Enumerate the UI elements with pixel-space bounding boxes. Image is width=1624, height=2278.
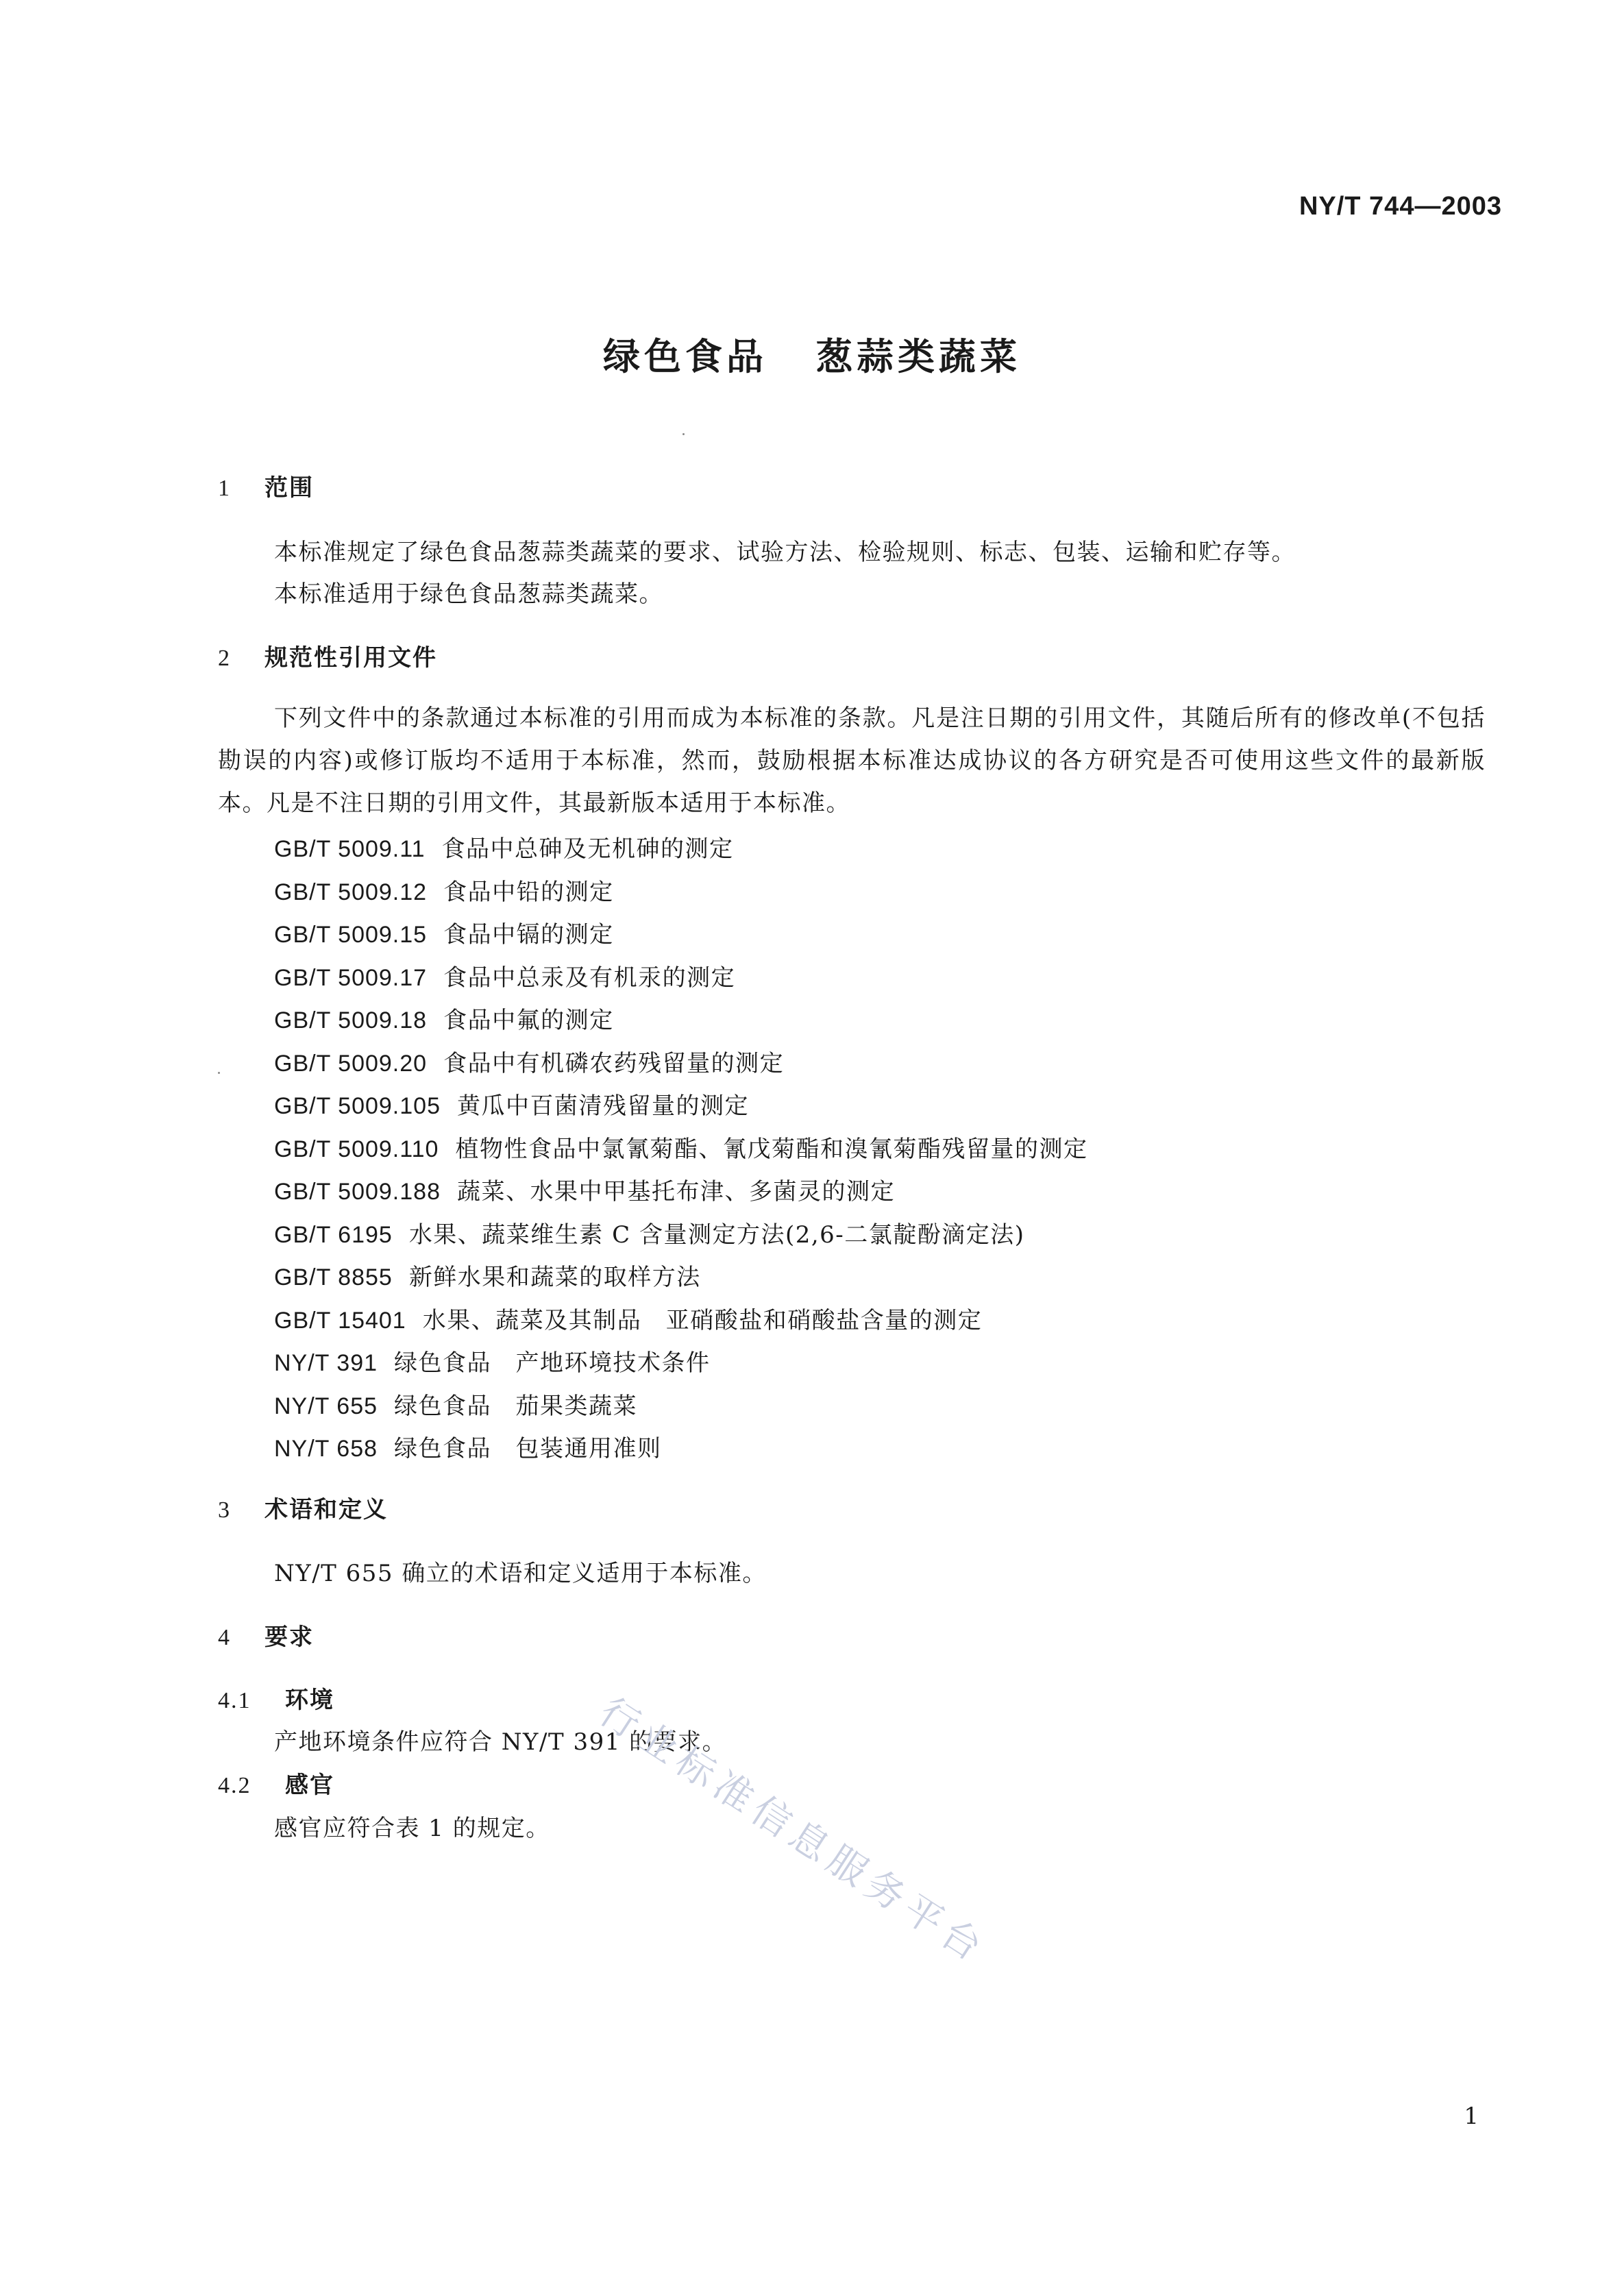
list-item	[274, 1042, 1087, 1086]
list-item	[274, 1256, 1087, 1299]
ref-code: GB/T 5009.110	[274, 1136, 439, 1162]
section-number: 3	[218, 1497, 231, 1523]
list-item	[274, 1385, 1087, 1428]
ref-name: 食品中铅的测定	[443, 878, 614, 906]
section-4-2-paragraph: 感官应符合表 1 的规定。	[274, 1815, 550, 1842]
section-3-heading	[218, 1491, 388, 1524]
document-title	[0, 328, 1624, 380]
list-item	[274, 1171, 1087, 1214]
list-item	[274, 1085, 1087, 1128]
title-part-1: 绿色食品	[603, 335, 767, 378]
ref-code: GB/T 8855	[274, 1264, 393, 1290]
ref-code: GB/T 6195	[274, 1221, 393, 1248]
section-1-paragraph-1: 本标准规定了绿色食品葱蒜类蔬菜的要求、试验方法、检验规则、标志、包装、运输和贮存等。	[274, 539, 1296, 566]
section-1-paragraph-2: 本标准适用于绿色食品葱蒜类蔬菜。	[274, 580, 663, 608]
ref-code: GB/T 5009.17	[274, 964, 428, 991]
section-title: 规范性引用文件	[264, 644, 437, 672]
ref-name: 食品中氟的测定	[443, 1007, 614, 1034]
scan-speck	[218, 1072, 220, 1074]
ref-name: 蔬菜、水果中甲基托布津、多菌灵的测定	[456, 1178, 895, 1205]
section-4-1-heading	[218, 1681, 334, 1715]
scan-speck	[682, 433, 685, 435]
list-item	[274, 828, 1087, 871]
ref-name: 食品中有机磷农药残留量的测定	[443, 1049, 785, 1077]
section-number: 4.1	[218, 1688, 251, 1713]
section-number: 4.2	[218, 1773, 251, 1798]
section-number: 1	[218, 476, 231, 501]
section-4-1-paragraph: 产地环境条件应符合 NY/T 391 的要求。	[274, 1728, 727, 1756]
ref-name: 绿色食品 包装通用准则	[394, 1435, 662, 1462]
ref-name: 食品中总砷及无机砷的测定	[441, 835, 734, 863]
ref-name: 黄瓜中百菌清残留量的测定	[456, 1092, 749, 1120]
ref-code: GB/T 5009.105	[274, 1093, 441, 1119]
ref-code: GB/T 5009.188	[274, 1179, 441, 1205]
list-item	[274, 1299, 1087, 1343]
ref-name: 新鲜水果和蔬菜的取样方法	[408, 1264, 701, 1291]
section-number: 2	[218, 646, 231, 671]
watermark-text: 行业标准信息服务平台	[591, 1689, 995, 1974]
ref-name: 绿色食品 茄果类蔬菜	[394, 1392, 638, 1420]
ref-code: GB/T 5009.11	[274, 836, 426, 862]
ref-code: GB/T 15401	[274, 1307, 406, 1334]
section-title: 环境	[285, 1687, 334, 1714]
section-2-heading	[218, 639, 437, 672]
page-number: 1	[1464, 2103, 1479, 2130]
section-number: 4	[218, 1625, 231, 1650]
ref-code: GB/T 5009.20	[274, 1050, 428, 1077]
ref-code: GB/T 5009.12	[274, 879, 428, 905]
section-4-heading	[218, 1618, 314, 1652]
section-title: 范围	[264, 474, 314, 502]
ref-name: 水果、蔬菜维生素 C 含量测定方法(2,6-二氯靛酚滴定法)	[408, 1221, 1025, 1249]
ref-code: NY/T 655	[274, 1393, 378, 1419]
list-item	[274, 1214, 1087, 1257]
ref-name: 绿色食品 产地环境技术条件	[394, 1349, 711, 1377]
ref-code: GB/T 5009.15	[274, 922, 428, 948]
list-item	[274, 999, 1087, 1042]
reference-list	[274, 828, 1087, 1471]
section-title: 感官	[285, 1772, 334, 1799]
section-2-intro: 下列文件中的条款通过本标准的引用而成为本标准的条款。凡是注日期的引用文件，其随后所有的修改单(不包括勘误的内容)或修订版均不适用于本标准，然而，鼓励根据本标准达成协议的各方研究是否可使用这些文件的最新版本。凡是不注日期的引用文件，其最新版本适用于本标准。	[218, 705, 1486, 817]
list-item	[274, 914, 1087, 957]
list-item	[274, 1342, 1087, 1385]
ref-name: 食品中总汞及有机汞的测定	[443, 964, 736, 992]
standard-number: NY/T 744—2003	[1299, 192, 1502, 221]
section-title: 术语和定义	[264, 1496, 388, 1523]
section-1-heading	[218, 469, 314, 502]
list-item	[274, 871, 1087, 914]
ref-code: NY/T 658	[274, 1436, 378, 1462]
ref-name: 食品中镉的测定	[443, 921, 614, 948]
ref-name: 植物性食品中氯氰菊酯、氰戊菊酯和溴氰菊酯残留量的测定	[455, 1135, 1088, 1163]
ref-name: 水果、蔬菜及其制品 亚硝酸盐和硝酸盐含量的测定	[422, 1306, 983, 1334]
list-item	[274, 1428, 1087, 1471]
list-item	[274, 957, 1087, 1000]
ref-code: NY/T 391	[274, 1350, 378, 1376]
list-item	[274, 1128, 1087, 1171]
section-title: 要求	[264, 1624, 314, 1651]
section-3-paragraph: NY/T 655 确立的术语和定义适用于本标准。	[274, 1560, 767, 1587]
title-part-2: 葱蒜类蔬菜	[815, 335, 1021, 378]
section-4-2-heading	[218, 1766, 334, 1800]
ref-code: GB/T 5009.18	[274, 1007, 428, 1033]
